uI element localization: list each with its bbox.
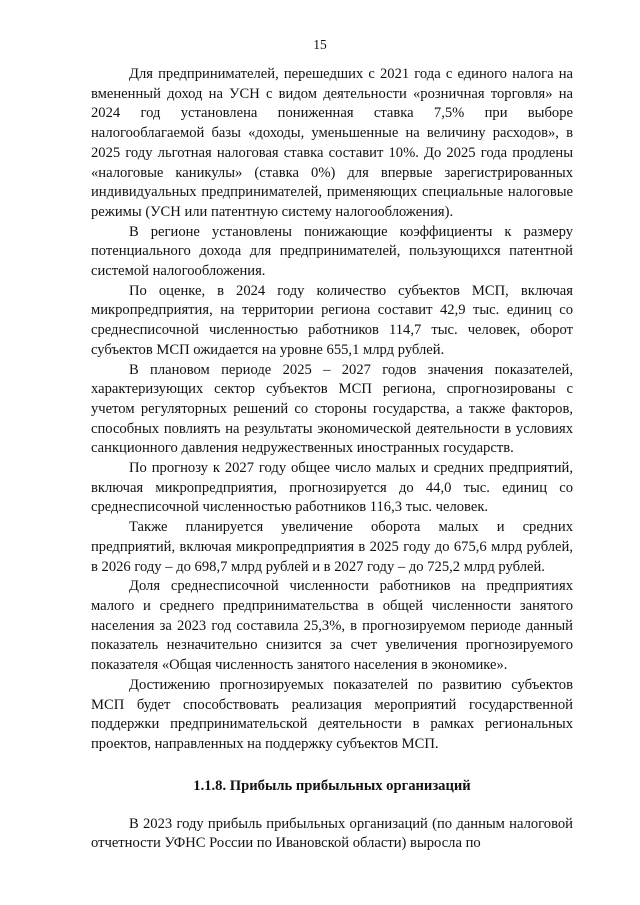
- paragraph-usn-retail-rate: Для предпринимателей, перешедших с 2021 года с единого налога на вмененный доход на УСН с видом деятельности «розничная торговля» на 2024 год установлена пониженная ставка 7,5% при выборе налогооблагаемой базы «доходы, уменьшенные на величину расходов», в 2025 году льготная налоговая ставка составит 10%. До 2025 года продлены «налоговые каникулы» (ставка 0%) для впервые зарегистрированных индивидуальных предпринимателей, применяющих специальные налоговые режимы (УСН или патентную систему налогообложения).: [91, 66, 573, 220]
- paragraph-employment-share: Доля среднесписочной численности работников на предприятиях малого и среднего предпринимательства в общей численности занятого населения за 2023 год составила 25,3%, в прогнозируемом периоде данный показатель незначительно снизится за счет увеличения прогнозируемого показателя «Общая численность занятого населения в экономике».: [91, 578, 573, 674]
- paragraph-turnover-growth: Также планируется увеличение оборота малых и средних предприятий, включая микропредприятия в 2025 году до 675,6 млрд рублей, в 2026 году – до 698,7 млрд рублей и в 2027 году – до 725,2 млрд рублей.: [91, 519, 573, 575]
- paragraph-2024-estimate: По оценке, в 2024 году количество субъектов МСП, включая микропредприятия, на территории региона составит 42,9 тыс. единиц со среднесписочной численностью работников 114,7 тыс. человек, оборот субъектов МСП ожидается на уровне 655,1 млрд рублей.: [91, 282, 573, 358]
- paragraph-2027-forecast: По прогнозу к 2027 году общее число малых и средних предприятий, включая микропредприятия, прогнозируется до 44,0 тыс. единиц со среднесписочной численностью работников 116,3 тыс. человек.: [91, 460, 573, 516]
- paragraph-planning-period: В плановом периоде 2025 – 2027 годов значения показателей, характеризующих сектор субъектов МСП региона, спрогнозированы с учетом регуляторных решений со стороны государства, а также факторов, способных повлиять на результаты экономической деятельности в условиях санкционного давления недружественных иностранных государств.: [91, 361, 573, 457]
- body-text: [91, 65, 573, 854]
- paragraph-patent-coefficients: В регионе установлены понижающие коэффициенты к размеру потенциального дохода для предпринимателей, пользующихся патентной системой налогообложения.: [91, 223, 573, 280]
- page-number: 15: [313, 37, 327, 52]
- paragraph-state-support: Достижению прогнозируемых показателей по развитию субъектов МСП будет способствовать реализация мероприятий государственной поддержки предпринимательской деятельности в рамках региональных проектов, направленных на поддержку субъектов МСП.: [91, 676, 573, 752]
- paragraph-profit-2023: В 2023 году прибыль прибыльных организаций (по данным налоговой отчетности УФНС России по Ивановской области) выросла по: [91, 815, 573, 852]
- section-heading: 1.1.8. Прибыль прибыльных организаций: [193, 777, 471, 794]
